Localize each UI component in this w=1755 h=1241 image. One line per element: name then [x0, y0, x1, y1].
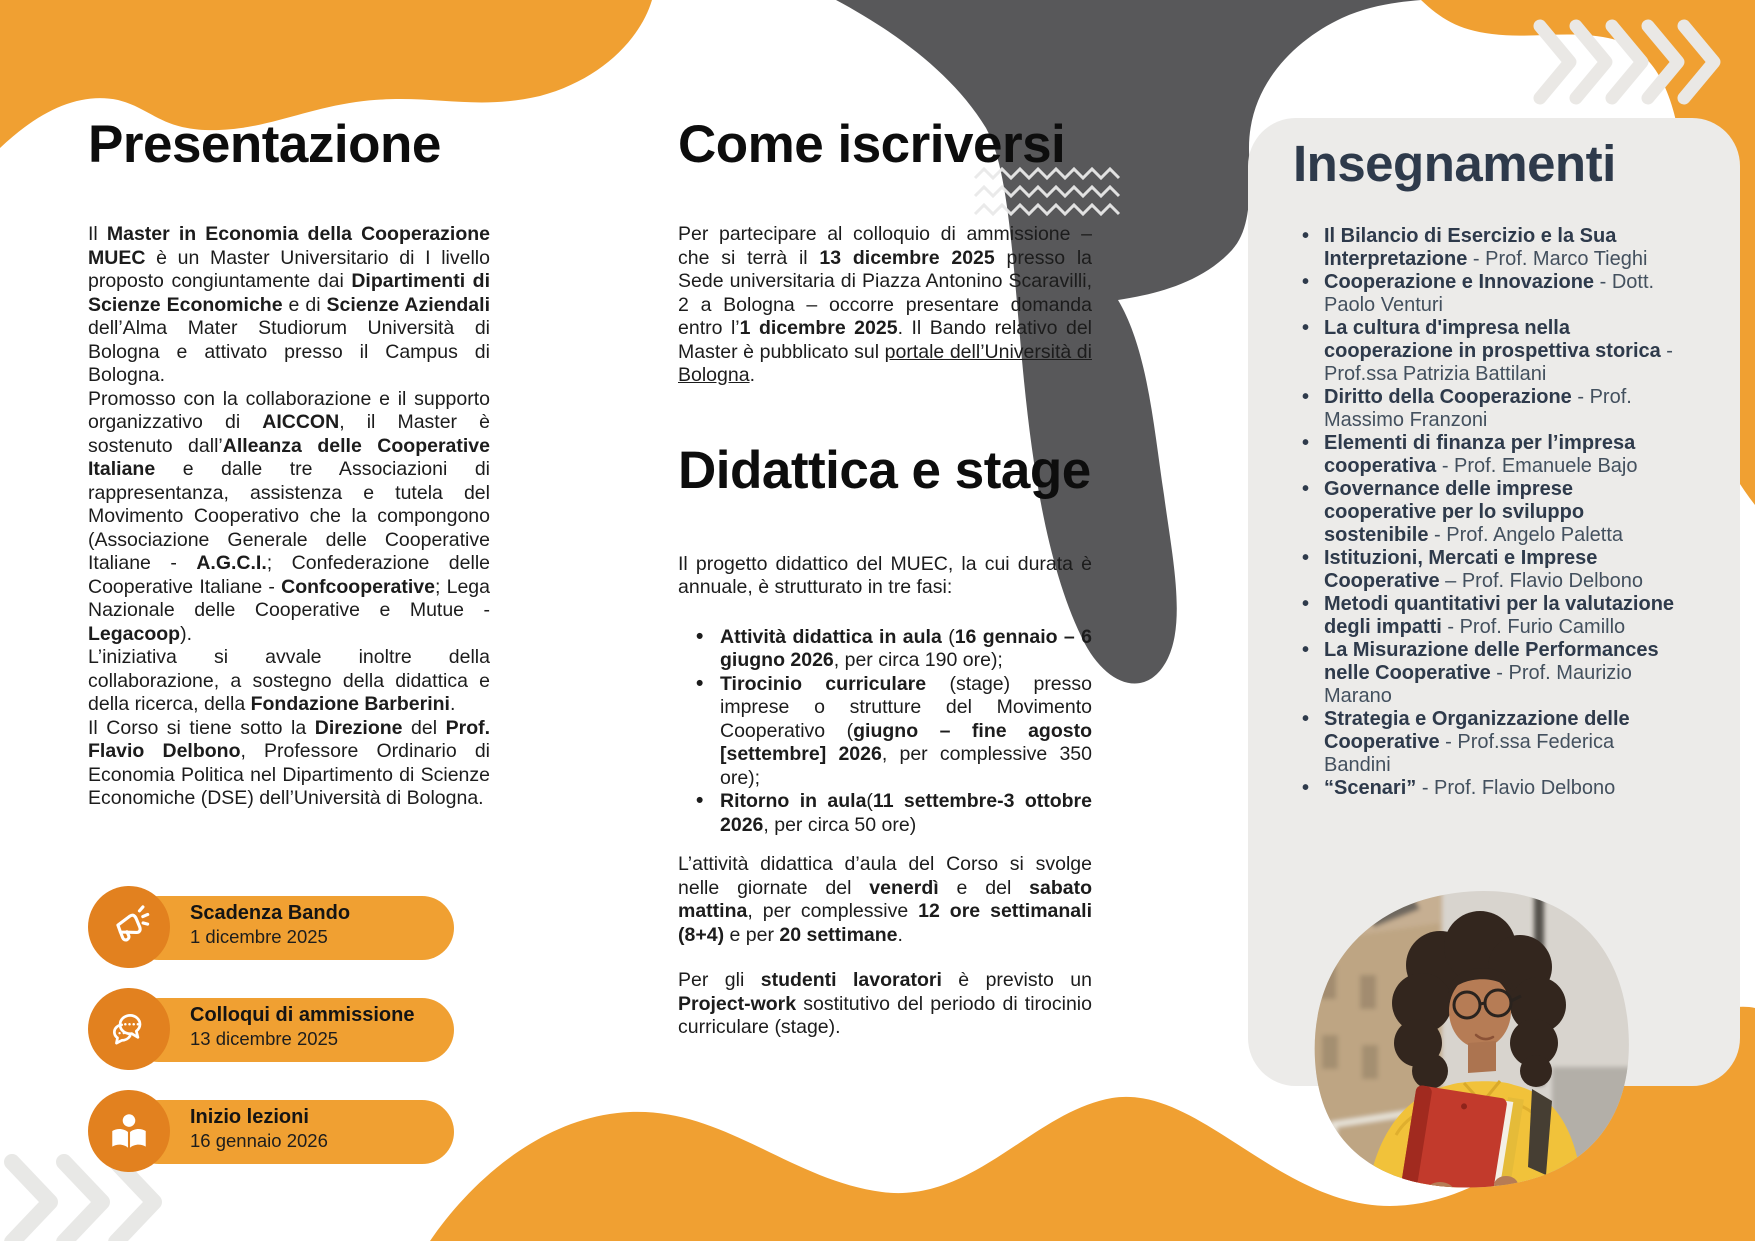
student-photo — [1300, 875, 1645, 1205]
badge-title: Scadenza Bando — [190, 902, 351, 924]
didattica-workers-paragraph: Per gli studenti lavoratori è previsto un Project-work sostitutivo del periodo di tirocinio curriculare (stage). — [678, 969, 1092, 1038]
badge-date: 1 dicembre 2025 — [190, 926, 328, 947]
come-iscriversi-paragraph: Per partecipare al colloquio di ammissione – che si terrà il 13 dicembre 2025 presso la Sede universitaria di Piazza Antonino Scaravilli, 2 a Bologna – occorre presentare domanda entro l’1 dicembre 2025. Il Bando relativo del Master è pubblicato sul portale dell’Università di Bologna. — [678, 223, 1093, 386]
badge-inizio-lezioni — [88, 1090, 468, 1174]
course-item: • La cultura d'impresa nella cooperazione in prospettiva storica - Prof.ssa Patrizia Battilani — [1300, 317, 1680, 386]
reading-person-icon — [106, 1108, 152, 1154]
badge-text — [190, 1106, 328, 1151]
badge-icon-circle — [88, 988, 170, 1070]
badge-date: 13 dicembre 2025 — [190, 1028, 339, 1049]
course-item: • Metodi quantitativi per la valutazione degli impatti - Prof. Furio Camillo — [1300, 593, 1680, 639]
course-item: • Il Bilancio di Esercizio e la Sua Interpretazione - Prof. Marco Tieghi — [1300, 225, 1680, 271]
presentazione-paragraph: Il Master in Economia della Cooperazione MUEC è un Master Universitario di I livello proposto congiuntamente dai Dipartimenti di Scienze Economiche e di Scienze Aziendali dell’Alma Mater Studiorum Università di Bologna e attivato presso il Campus di Bologna. — [88, 223, 490, 386]
course-item: • Governance delle imprese cooperative per lo sviluppo sostenibile - Prof. Angelo Paletta — [1300, 478, 1680, 547]
insegnamenti-list — [1300, 225, 1680, 800]
portale-unibo-link[interactable]: portale dell’Università di Bologna — [678, 340, 1092, 386]
come-iscriversi-heading: Come iscriversi — [678, 115, 1066, 174]
presentazione-body — [88, 223, 490, 811]
didattica-schedule — [678, 853, 1092, 947]
course-item: • La Misurazione delle Performances nelle Cooperative - Prof. Maurizio Marano — [1300, 639, 1680, 708]
course-item: • Cooperazione e Innovazione - Dott. Paolo Venturi — [1300, 271, 1680, 317]
badge-date: 16 gennaio 2026 — [190, 1130, 328, 1151]
student-hand — [1494, 1176, 1518, 1194]
come-iscriversi-body — [678, 223, 1092, 388]
badge-scadenza-bando — [88, 886, 468, 970]
course-item: • Diritto della Cooperazione - Prof. Massimo Franzoni — [1300, 386, 1680, 432]
badge-text — [190, 902, 350, 947]
badge-colloqui-ammissione — [88, 988, 468, 1072]
presentazione-paragraph: L’iniziativa si avvale inoltre della collaborazione, a sostegno della didattica e della ricerca, della Fondazione Barberini. — [88, 646, 490, 715]
megaphone-icon — [106, 904, 152, 950]
course-item: • “Scenari” - Prof. Flavio Delbono — [1300, 777, 1680, 800]
chevron-right-icon — [1540, 26, 1570, 98]
column-presentazione — [88, 115, 491, 811]
didattica-intro-paragraph: Il progetto didattico del MUEC, la cui durata è annuale, è strutturato in tre fasi: — [678, 552, 1092, 598]
course-item: • Strategia e Organizzazione delle Cooperative - Prof.ssa Federica Bandini — [1300, 708, 1680, 777]
list-item: • Attività didattica in aula (16 gennaio – 6 giugno 2026, per circa 190 ore); — [678, 626, 1092, 673]
didattica-intro — [678, 553, 1092, 600]
badge-text — [190, 1004, 414, 1049]
insegnamenti-heading: Insegnamenti — [1293, 135, 1616, 192]
didattica-phase-list — [678, 626, 1092, 838]
red-binder — [1401, 1083, 1524, 1205]
badge-icon-circle — [88, 1090, 170, 1172]
student-hand — [1425, 1182, 1455, 1204]
column-iscrizione-didattica — [678, 115, 1093, 1040]
chat-bubbles-icon — [106, 1006, 152, 1052]
chevron-right-icon — [12, 1162, 50, 1241]
presentazione-paragraph: Promosso con la collaborazione e il supporto organizzativo di AICCON, il Master è sostenuto dall’Alleanza delle Cooperative Italiane e dalle tre Associazioni di rappresentanza, assistenza e tutela del Movimento Cooperativo che la compongono (Associazione Generale delle Cooperative Italiane - A.G.C.I.; Confederazione delle Cooperative Italiane - Confcooperative; Lega Nazionale delle Cooperative e Mutue - Legacoop). — [88, 387, 491, 645]
course-item: • Istituzioni, Mercati e Imprese Cooperative – Prof. Flavio Delbono — [1300, 547, 1680, 593]
student-neck — [1468, 1041, 1496, 1073]
badge-title: Inizio lezioni — [190, 1106, 309, 1128]
didattica-heading: Didattica e stage — [678, 440, 1091, 500]
list-item: • Ritorno in aula(11 settembre-3 ottobre 2026, per circa 50 ore) — [678, 790, 1092, 837]
column-insegnamenti — [1248, 118, 1740, 800]
list-item: • Tirocinio curriculare (stage) presso imprese o strutture del Movimento Cooperativo (giugno – fine agosto [settembre] 2026, per complessive 350 ore); — [678, 673, 1092, 791]
didattica-workers — [678, 969, 1092, 1040]
didattica-schedule-paragraph: L’attività didattica d’aula del Corso si svolge nelle giornate del venerdì e del sabato mattina, per complessive 12 ore settimanali (8+4) e per 20 settimane. — [678, 853, 1092, 946]
presentazione-heading: Presentazione — [88, 115, 441, 174]
badge-title: Colloqui di ammissione — [190, 1004, 415, 1026]
course-item: • Elementi di finanza per l’impresa cooperativa - Prof. Emanuele Bajo — [1300, 432, 1680, 478]
presentazione-paragraph: Il Corso si tiene sotto la Direzione del Prof. Flavio Delbono, Professore Ordinario di Economia Politica nel Dipartimento di Scienze Economiche (DSE) dell’Università di Bologna. — [88, 716, 491, 809]
badge-icon-circle — [88, 886, 170, 968]
